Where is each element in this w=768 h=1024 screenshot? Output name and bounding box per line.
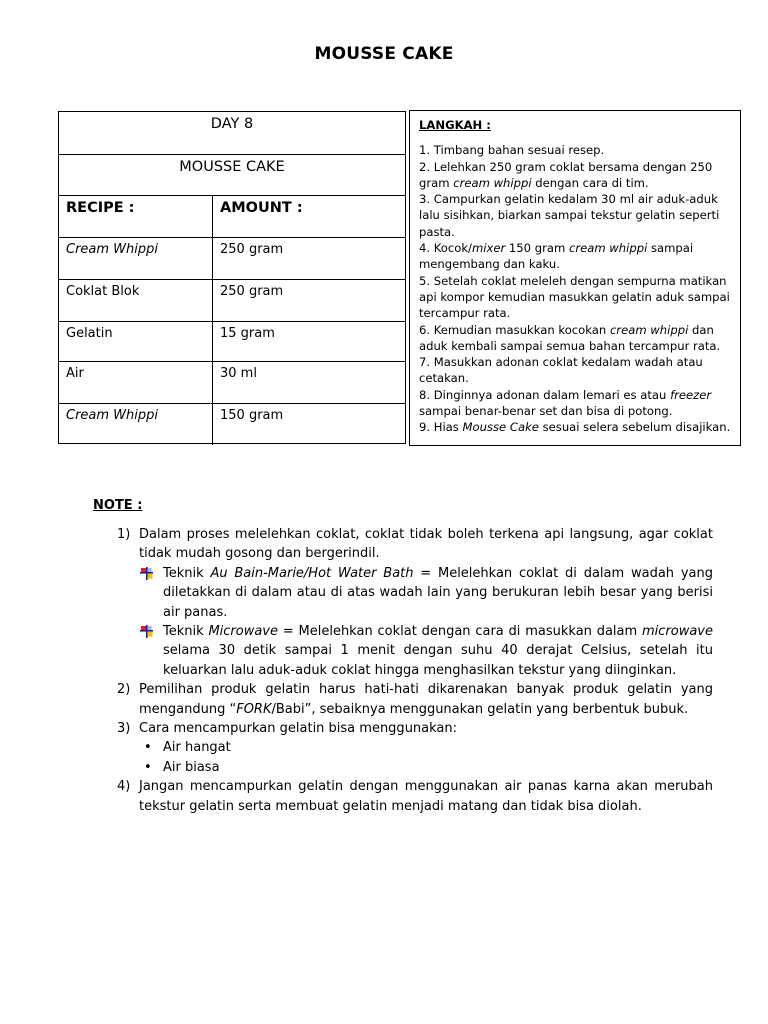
recipe-name: MOUSSE CAKE	[179, 159, 285, 175]
note-text: /Babi”, sebaiknya menggunakan gelatin yang berbentuk bubuk.	[271, 701, 689, 717]
step-9	[419, 419, 732, 435]
ingredient-cell: Air	[59, 362, 213, 403]
step-3	[419, 191, 732, 240]
sub-emphasis: Au Bain-Marie/Hot Water Bath	[210, 565, 414, 581]
sub-text: Teknik	[163, 624, 209, 640]
sub-emphasis: microwave	[641, 624, 713, 640]
step-8	[419, 387, 732, 420]
step-text: dan aduk kembali sampai semua bahan tercampur rata.	[419, 322, 721, 353]
step-6	[419, 322, 732, 355]
note-3-sub-list	[117, 738, 713, 777]
step-emphasis: cream whippi	[453, 175, 532, 190]
step-2	[419, 159, 732, 192]
page-title: MOUSSE CAKE	[314, 44, 454, 64]
day-row	[59, 112, 405, 155]
step-1	[419, 142, 732, 158]
note-number: 4)	[117, 779, 131, 795]
note-text: Jangan mencampurkan gelatin dengan menggunakan air panas karna akan merubah tekstur gelatin serta membuat gelatin menjadi matang dan tidak bisa diolah.	[139, 779, 713, 814]
recipe-table	[58, 111, 406, 444]
sub-text: Teknik	[163, 565, 211, 581]
step-text: 6. Kemudian masukkan kocokan	[419, 322, 610, 337]
table-row	[59, 322, 405, 362]
note-number: 1)	[117, 527, 131, 542]
step-emphasis: freezer	[670, 387, 712, 402]
amount-cell: 30 ml	[220, 366, 257, 381]
step-emphasis: cream whippi	[609, 322, 689, 337]
step-text: 1. Timbang bahan sesuai resep.	[419, 143, 605, 158]
table-header-row	[59, 196, 405, 238]
step-text: 9. Hias	[419, 420, 463, 435]
recipe-column-header: RECIPE :	[59, 196, 213, 237]
ingredient-cell: Cream Whippi	[59, 238, 213, 279]
table-row	[59, 404, 405, 445]
step-text: dengan cara di tim.	[531, 175, 649, 190]
note-number: 2)	[117, 682, 131, 698]
note-item-3	[117, 719, 713, 738]
note-text: Cara mencampurkan gelatin bisa menggunakan:	[139, 721, 458, 737]
amount-cell: 250 gram	[220, 242, 284, 257]
table-row	[59, 362, 405, 404]
note-item-1	[117, 525, 713, 564]
step-emphasis: Mousse Cake	[462, 420, 539, 435]
notes-list	[117, 525, 713, 816]
bullet-icon: •	[144, 759, 152, 775]
steps-box	[409, 110, 741, 446]
bullet-text: Air biasa	[163, 759, 220, 775]
note-text: Dalam proses melelehkan coklat, coklat tidak boleh terkena api langsung, agar coklat tidak mudah gosong dan bergerindil.	[139, 527, 713, 562]
flag-arrow-icon	[140, 567, 153, 580]
sub-item-bain-marie	[117, 564, 713, 622]
step-text: 2. Lelehkan 250 gram coklat bersama dengan 250 gram	[419, 159, 713, 190]
bullet-item	[117, 758, 713, 777]
step-text: 4. Kocok/	[419, 241, 472, 256]
note-heading: NOTE :	[93, 498, 143, 513]
table-row	[59, 280, 405, 322]
note-1-sub-list	[117, 564, 713, 680]
amount-cell: 15 gram	[220, 326, 275, 341]
sub-text: = Melelehkan coklat di dalam wadah yang diletakkan di dalam atau di atas wadah lain yang berukuran lebih besar yang berisi air panas.	[163, 565, 713, 620]
bullet-icon: •	[144, 740, 152, 756]
flag-arrow-icon	[140, 625, 153, 638]
note-number: 3)	[117, 721, 131, 737]
step-4	[419, 240, 732, 273]
bullet-text: Air hangat	[163, 740, 231, 756]
amount-cell: 150 gram	[220, 408, 284, 423]
steps-heading: LANGKAH :	[419, 118, 491, 132]
bullet-item	[117, 738, 713, 757]
note-item-2	[117, 680, 713, 719]
step-text: sampai mengembang dan kaku.	[419, 241, 694, 272]
step-emphasis: cream whippi	[568, 241, 648, 256]
step-text: 5. Setelah coklat meleleh dengan sempurna matikan api kompor kemudian masukkan gelatin aduk sampai tercampur rata.	[419, 273, 730, 321]
sub-text: selama 30 detik sampai 1 menit dengan suhu 40 derajat Celsius, setelah itu keluarkan lalu aduk-aduk coklat hingga menghasilkan tekstur yang diinginkan.	[163, 643, 713, 678]
sub-text: = Melelehkan coklat dengan cara di masukkan dalam	[278, 624, 642, 640]
note-emphasis: FORK	[236, 701, 272, 717]
recipe-name-row	[59, 155, 405, 196]
step-5	[419, 273, 732, 322]
step-text: 8. Dinginnya adonan dalam lemari es atau	[419, 387, 671, 402]
table-row	[59, 238, 405, 280]
step-text: sampai benar-benar set dan bisa di potong.	[419, 404, 673, 419]
note-text: Pemilihan produk gelatin harus hati-hati dikarenakan banyak produk gelatin yang mengandung “	[139, 682, 713, 717]
step-7	[419, 354, 732, 387]
step-emphasis: mixer	[471, 241, 506, 256]
day-label: DAY 8	[210, 116, 254, 132]
sub-item-microwave	[117, 622, 713, 680]
ingredient-cell: Gelatin	[59, 322, 213, 361]
step-text: 150 gram	[505, 241, 569, 256]
sub-emphasis: Microwave	[208, 624, 279, 640]
ingredient-cell: Cream Whippi	[59, 404, 213, 445]
amount-column-header: AMOUNT :	[220, 200, 303, 216]
note-item-4	[117, 777, 713, 816]
amount-cell: 250 gram	[220, 284, 284, 299]
step-text: 3. Campurkan gelatin kedalam 30 ml air aduk-aduk lalu sisihkan, biarkan sampai tekstur gelatin seperti pasta.	[419, 192, 720, 239]
step-text: sesuai selera sebelum disajikan.	[538, 420, 731, 435]
ingredient-cell: Coklat Blok	[59, 280, 213, 321]
step-text: 7. Masukkan adonan coklat kedalam wadah atau cetakan.	[419, 355, 703, 386]
